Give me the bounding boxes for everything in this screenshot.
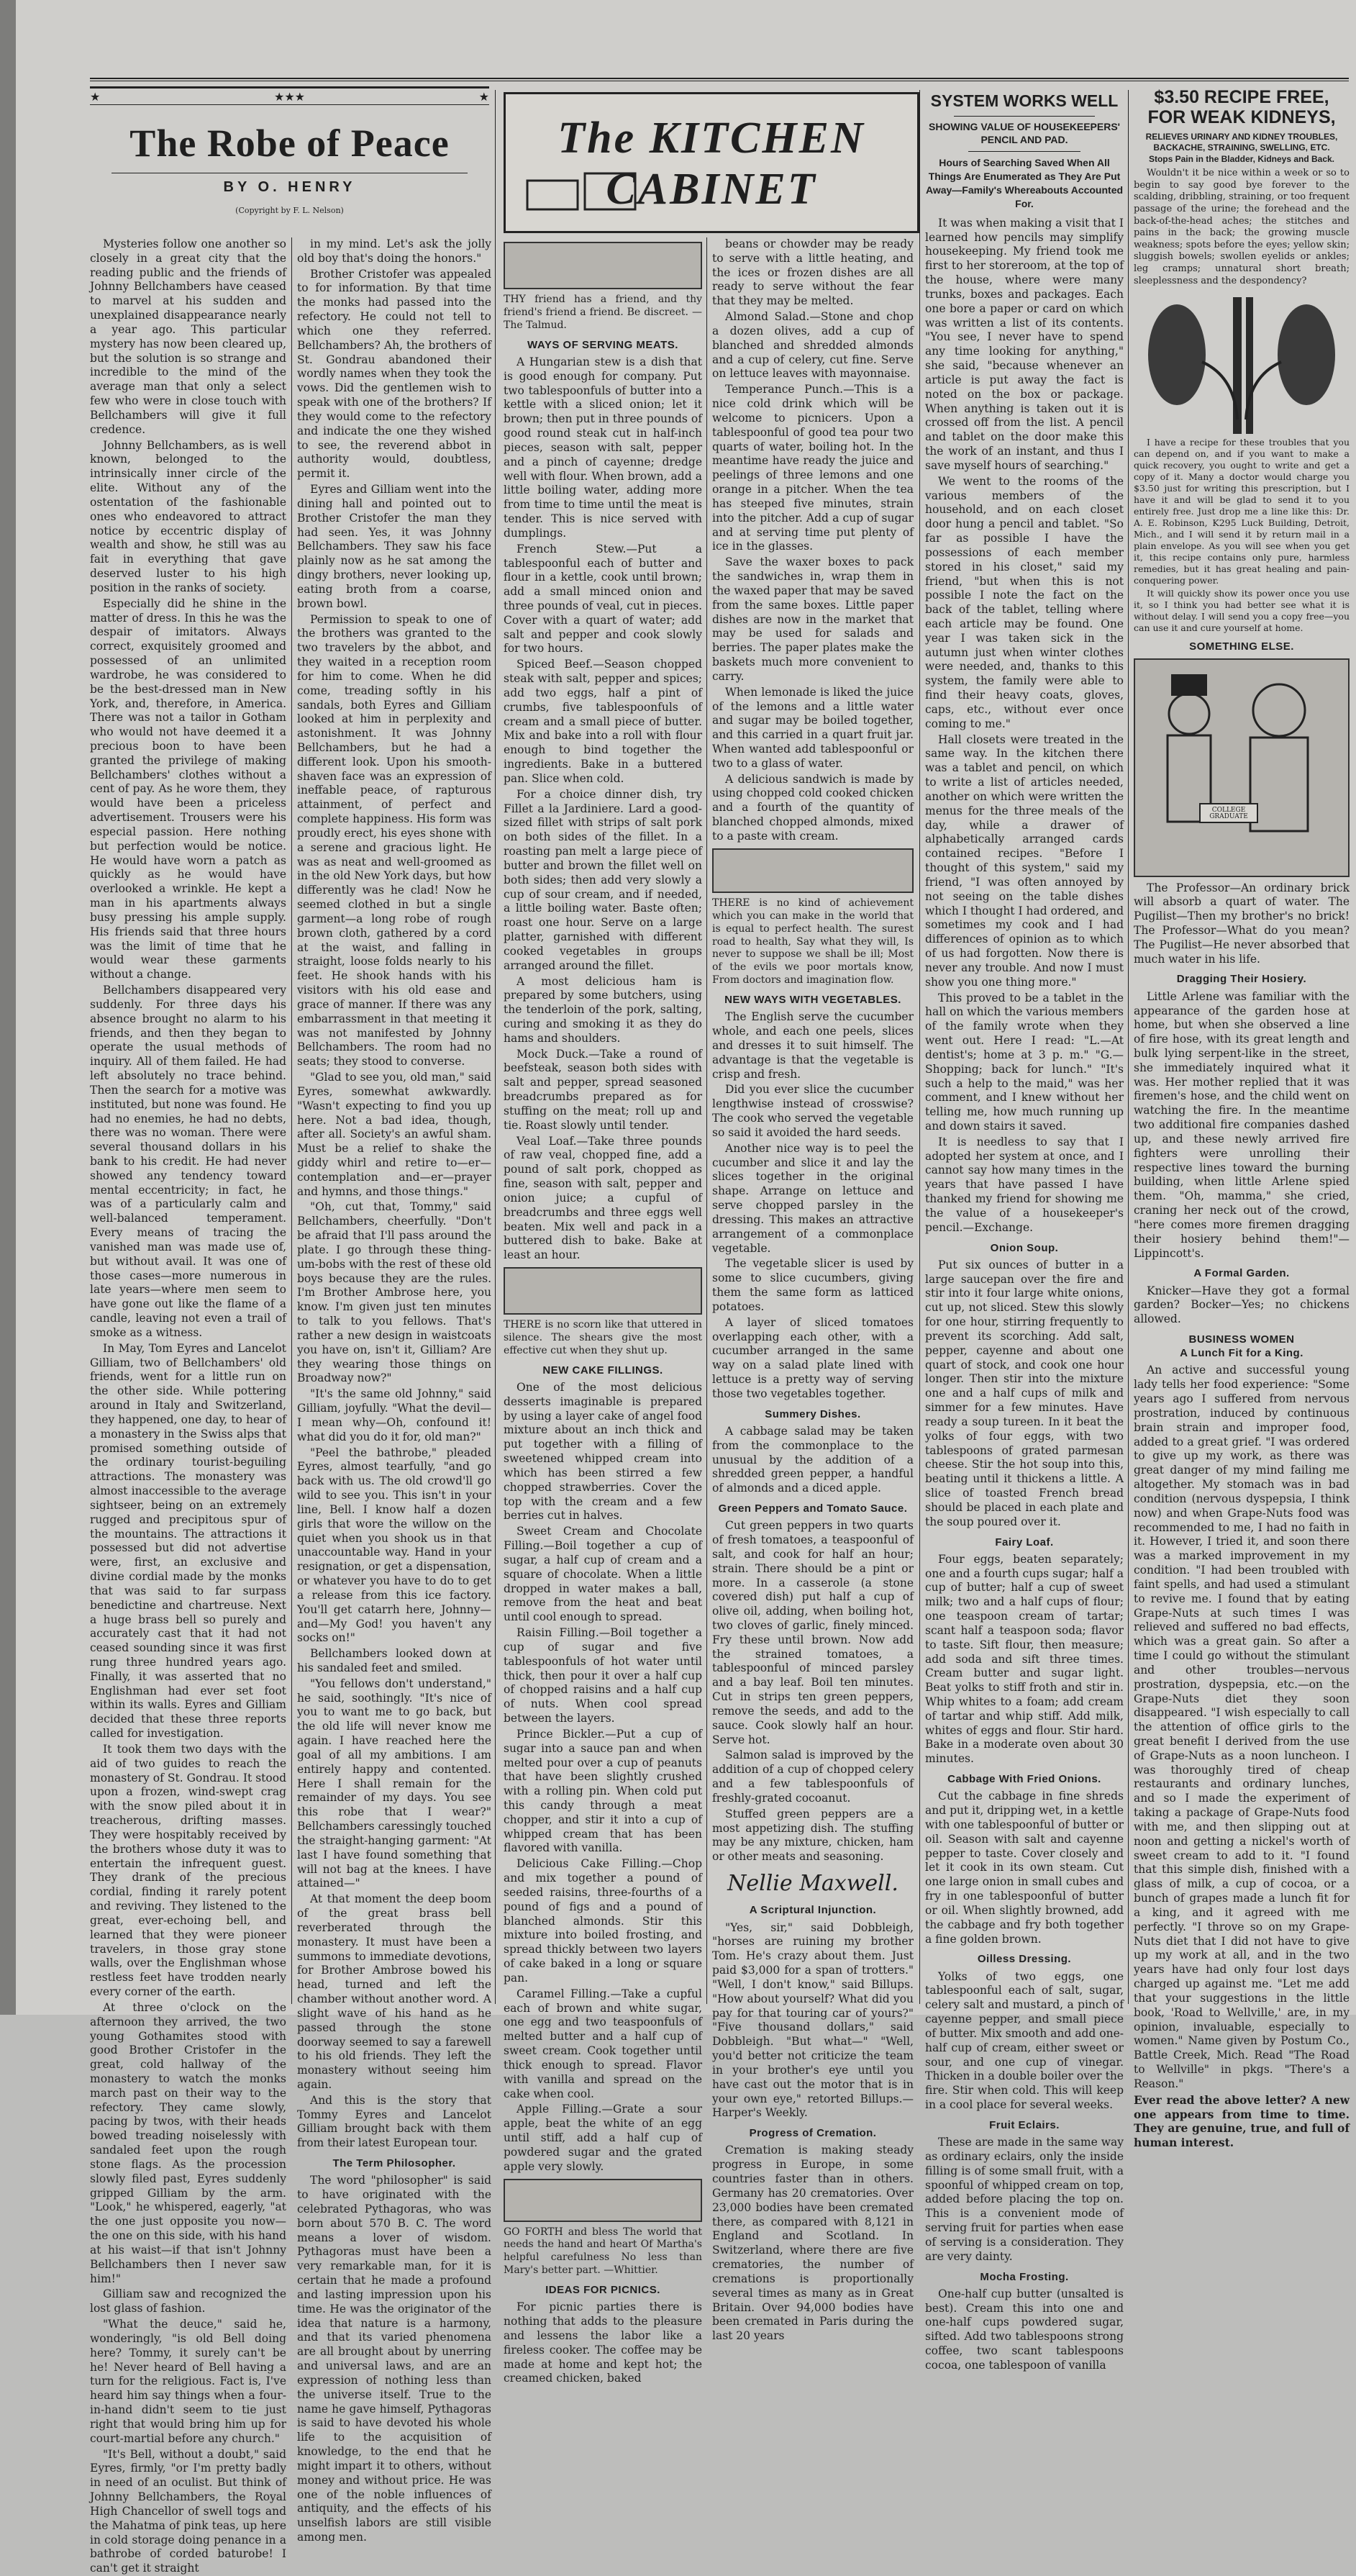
recipe-paragraph: The vegetable slicer is used by some to slice cucumbers, giving them the same form as latticed potatoes. — [712, 1257, 914, 1313]
recipe-paragraph: Four eggs, beaten separately; one and a fourth cups sugar; half a cup of butter; half a cup of sweet milk; two and a half cups of flour; one teaspoon cream of tartar; scant half a teaspoon soda; flavor to taste. Sift flour, then measure; add soda and sift three times. Cream butter and sugar light. Beat yolks to stiff froth and stir in. Whip whites to a foam; add cream of tartar and whip stiff. Add milk, whites of eggs and flour. Stir hard. Bake in a moderate oven about 30 minutes. — [925, 1552, 1124, 1766]
story-paragraph: "Peel the bathrobe," pleaded Eyres, almost tearfully, "and go back with us. The old crowd'll go wild to see you. This isn't in your line, Bell. I know half a dozen girls that wore the willow on the quiet when you shook us in that unaccountable way. Hand in your resignation, or get a dispensation, or whatever you have to do to get a release from this ice factory. You'll get catarrh here, Johnny—and—My God! you haven't any socks on!" — [297, 1446, 491, 1645]
story-paragraph: And this is the story that Tommy Eyres and Lancelot Gilliam brought back with them from their latest European tour. — [297, 2093, 491, 2150]
quote-scorn: THERE is no scorn like that uttered in silence. The shears give the most effective cut when they shut up. — [504, 1319, 702, 1356]
recipe-paragraph: Salmon salad is improved by the addition of a cup of chopped celery and a few tablespoonfuls of freshly-grated cocoanut. — [712, 1749, 914, 1805]
story-paragraph: Permission to speak to one of the brothers was granted to the two travelers by the abbot, and they waited in a reception room for him to come. When he did come, treading softly in his sandals, both Eyres and Gilliam looked at him in perplexity and astonishment. It was Johnny Bellchambers, but he had a different look. Upon his smooth-shaven face was an expression of ineffable peace, of rapturous attainment, of perfect and complete happiness. His form was proudly erect, his eyes shone with a serene and gracious light. He was as neat and well-groomed as in the old New York days, but how differently was he clad! Now he seemed clothed in but a single garment—a long robe of rough brown cloth, gathered by a cord at the waist, and falling in straight, loose folds nearly to his feet. He shook hands with his visitors with his old ease and grace of manner. If there was any embarrassment in that meeting it was not manifested by Johnny Bellchambers. The room had no seats; they stood to converse. — [297, 612, 491, 1069]
column-1 — [90, 237, 286, 2575]
vegetables-heading: NEW WAYS WITH VEGETABLES. — [724, 994, 901, 1007]
recipe-paragraph: A Hungarian stew is a dish that is good enough for company. Put two tablespoonfuls of butter into a kettle with a sliced onion; let it brown; then put in three pounds of good round steak cut in half-inch pieces, season with salt, pepper and a pinch of cayenne; dredge well with flour. When brown, add a little boiling water, adding more from time to time until the meat is tender. This is nice served with dumplings. — [504, 355, 702, 540]
article-text: Cremation is making steady progress in Europe, in some countries faster than in others. Germany has 20 crematories. Over 23,000 bodies have been cremated there, as compared with 8,121 in England and Scotland. In Switzerland, where there are five crematories, the number of cremations is proportionally several times as many as in Great Britain. Over 94,000 bodies have been cremated in Paris during the last 20 years — [712, 2144, 914, 2343]
recipe-paragraph: Apple Filling.—Grate a sour apple, beat the white of an egg until stiff, add a half cup of powdered sugar and the grated apple very slowly. — [504, 2103, 702, 2173]
serving-meats-heading: WAYS OF SERVING MEATS. — [527, 338, 678, 351]
story-paragraph: Mysteries follow one another so closely in a great city that the reading public and the friends of Johnny Bellchambers have ceased to marvel at his sudden and unexplained disappearance nearly a year ago. This particular mystery has now been cleared up, but the solution is so strange and incredible to the mind of the average man that only a select few who were in close touch with Bellchambers will give it full credence. — [90, 237, 286, 436]
recipe-paragraph: Put six ounces of butter in a large saucepan over the fire and stir into it four large white onions, cut up, not sliced. Stew this slowly for one hour, stirring frequently to prevent its scorching. Add salt, pepper, cayenne and about one quart of stock, and cook one hour longer. Then stir into the mixture one and a half cups of milk and simmer for a few minutes. Have ready a soup tureen. In it beat the yolks of four eggs, with two tablespoons of grated parmesan cheese. Stir the hot soup into this, beating until it thickens a little. A slice of toasted French bread should be placed in each plate and the soup poured over it. — [925, 1258, 1124, 1528]
recipe-paragraph: Another nice way is to peel the cucumber and slice it and lay the slices together in the original shape. Arrange on lettuce and serve chopped parsley in the dressing. This makes an attractive arrangement of a commonplace vegetable. — [712, 1141, 914, 1255]
ad-text: It will quickly show its power once you use it, so I think you had better see what it is without delay. I will send you a copy free—you can use it and cure yourself at home. — [1134, 588, 1350, 634]
joke-text: The Professor—An ordinary brick will absorb a quart of water. The Pugilist—Then my brother's no brick! The Professor—What do you mean? The Pugilist—He never absorbed that much water in his life. — [1134, 881, 1350, 966]
recipe-paragraph: When lemonade is liked the juice of the lemons and a little water and sugar may be boiled together, and this carried in a quart fruit jar. When wanted add tablespoonful or two to a glass of water. — [712, 685, 914, 770]
cake-fillings-heading: NEW CAKE FILLINGS. — [542, 1364, 663, 1377]
quote-talmud: THY friend has a friend, and thy friend's friend a friend. Be discreet. —The Talmud. — [504, 294, 702, 331]
ad-text: An active and successful young lady tells her food experience: "Some years ago I suffered from nervous prostration, induced by continuous brain strain and improper food, added to a great grief. "I was ordered to give up my work, as there was great danger of my mind failing me altogether. My stomach was in bad condition (nervous dyspepsia, I think now) and when Grape-Nuts food was recommended to me, I had no faith in it. However, I tried it, and soon there was a marked improvement in my condition. "I had been troubled with faint spells, and had used a stimulant to revive me. I found that by eating Grape-Nuts at such times I was relieved and suffered no bad effects, which was a great gain. So after a time I could go without the stimulant and other troubles—nervous prostration, dyspepsia, etc.—on the Grape-Nuts diet they soon disappeared. "I wish especially to call the attention of office girls to the great benefit I derived from the use of Grape-Nuts as a noon luncheon. I was thoroughly tired of cheap restaurants and ordinary lunches, and so I made the experiment of taking a package of Grape-Nuts food with me, and then slipping out at noon and getting a nickel's worth of sweet cream to add to it. "I found that this simple dish, finished with a glass of milk, a cup of cocoa, or a bunch of grapes made a lunch fit for a king, and it agreed with me perfectly. "I throve so on my Grape-Nuts diet that I did not have to give up my work at all, and in the two years have had only four lost days charged up against me. "Let me add that your suggestions in the little book, 'Road to Wellville,' are, in my opinion, invaluable, especially to women." Name given by Postum Co., Battle Creek, Mich. Read "The Road to Wellville" in pkgs. "There's a Reason." — [1134, 1364, 1350, 2090]
recipe-paragraph: French Stew.—Put a tablespoonful each of butter and flour in a kettle, cook until brown; add a small minced onion and three pounds of veal, cut in pieces. Cover with a quart of water; add salt and pepper and cook slowly for two hours. — [504, 542, 702, 656]
recipe-paragraph: For a choice dinner dish, try Fillet a la Jardiniere. Lard a good-sized fillet with strips of salt pork on both sides of the fillet. In a roasting pan melt a large piece of butter and brown the fillet well on both sides; then add very slowly a cup of sour cream, and if needed, a little boiling water. Baste often; roast one hour. Serve on a large platter, garnished with different cooked vegetables in groups arranged around the fillet. — [504, 787, 702, 972]
recipe-paragraph: One-half cup butter (unsalted is best). Cream this into one and one-half cups powdered sugar, sifted. Add two tablespoons strong coffee, two scant tablespoons cocoa, one tablespoon of vanilla — [925, 2287, 1124, 2372]
something-else-heading: SOMETHING ELSE. — [1189, 640, 1294, 653]
recipe-paragraph: A delicious sandwich is made by using chopped cold cooked chicken and a fourth of the quantity of blanched chopped almonds, mixed to a paste with cream. — [712, 772, 914, 843]
recipe-paragraph: Save the waxer boxes to pack the sandwiches in, wrap them in the waxed paper that may be saved from the same boxes. Little paper dishes are now in the market that may be used for salads and berries. The paper plates make the baskets much more convenient to carry. — [712, 555, 914, 683]
recipe-paragraph: Yolks of two eggs, one tablespoonful each of salt, sugar, celery salt and mustard, a pinch of cayenne pepper, and small piece of butter. Mix smooth and add one-half cup of cream, either sweet or sour, and one cup of vinegar. Thicken in a double boiler over the fire. Stir when cold. This will keep in a cool place for several weeks. — [925, 1969, 1124, 2112]
recipe-paragraph: Delicious Cake Filling.—Chop and mix together a pound of seeded raisins, three-fourths of a pound of figs and a pound of blanched almonds. Stir this mixture into boiled frosting, and spread thickly between two layers of cake baked in a long or square pan. — [504, 1857, 702, 1985]
column-6 — [1134, 87, 1350, 2150]
system-deck: Hours of Searching Saved When All Things Are Enumerated as They Are Put Away—Family's Whereabouts Accounted For. — [925, 157, 1124, 209]
recipe-paragraph: Caramel Filling.—Take a cupful each of brown and white sugar, one egg and two teaspoonfuls of melted butter and a half cup of sweet cream. Cook together until thick enough to spread. Flavor with vanilla and spread on the cake when cool. — [504, 1987, 702, 2100]
story-paragraph: Brother Cristofer was appealed to for information. By that time the monks had passed into the refectory. He could not tell to which one they referred. Bellchambers? Ah, the brothers of St. Gondrau abandoned their wordly names when they took the vows. Did the gentlemen wish to speak with one of the brothers? If they would come to the refectory and indicate the one they wished to see, the reverend abbot in authority would, doubtless, permit it. — [297, 267, 491, 481]
recipe-paragraph: For picnic parties there is nothing that adds to the pleasure and lessens the labor like a fireless cooker. The coffee may be made at home and kept hot; the creamed chicken, baked — [504, 2300, 702, 2385]
star-bar — [90, 86, 489, 105]
cabbage-heading: Cabbage With Fried Onions. — [947, 1773, 1101, 1786]
column-divider — [919, 90, 920, 2004]
hosiery-heading: Dragging Their Hosiery. — [1176, 973, 1307, 986]
star-icon: ★★★ — [273, 89, 306, 104]
story-paragraph: in my mind. Let's ask the jolly old boy that's doing the honors." — [297, 237, 491, 265]
story-paragraph: Bellchambers disappeared very suddenly. For three days his absence brought no alarm to his friends, and then they began to operate the usual methods of inquiry. All of them failed. He had left absolutely no trace behind. Then the search for a motive was instituted, but none was found. He had no enemies, he had no debts, there was no woman. There were several thousand dollars in his bank to his credit. He had never showed any tendency toward mental eccentricity; in fact, he was of a particularly calm and well-balanced temperament. Every means of tracing the vanished man was made use of, but without avail. It was one of those cases—more numerous in late years—where men seem to have gone out like the flame of a candle, leaving not even a trail of smoke as a witness. — [90, 984, 286, 1339]
article-paragraph: It was when making a visit that I learned how pencils may simplify housekeeping. My friend took me first to her storeroom, at the top of the house, where were many trunks, boxes and packages. Each one bore a paper or card on which was written a list of its contents. "You see, I never have to spend any time looking for anything," she said, "because whenever an article is put away the fact is noted on the box or package. When anything is taken out it is crossed off from the list. A pencil and tablet on the door make this the work of an instant, and thus I save myself hours of searching." — [925, 216, 1124, 472]
woodcut-illustration — [504, 2179, 702, 2222]
story-paragraph: Bellchambers looked down at his sandaled feet and smiled. — [297, 1647, 491, 1674]
story-paragraph: At that moment the deep boom of the great brass bell reverberated through the monastery. It must have been a summons to immediate devotions, for Brother Ambrose bowed his head, turned and left the chamber without another word. A slight wave of his hand as he passed through the stone doorway seemed to say a farewell to his old friends. They left the monastery without seeing him again. — [297, 1892, 491, 2091]
cremation-heading: Progress of Cremation. — [749, 2127, 877, 2140]
recipe-paragraph: One of the most delicious desserts imaginable is prepared by using a layer cake of angel food mixture about an inch thick and put together with a filling of sweetened whipped cream into which has been stirred a few chopped strawberries. Cover the top with the cream and a few berries cut in halves. — [504, 1380, 702, 1523]
picnics-heading: IDEAS FOR PICNICS. — [545, 2284, 660, 2297]
ad-footnote: Ever read the above letter? A new one appears from time to time. They are genuine, true, and full of human interest. — [1134, 2092, 1350, 2150]
recipe-paragraph: Raisin Filling.—Boil together a cup of sugar and five tablespoonfuls of hot water until thick, then pour it over a half cup of chopped raisins and a half cup of nuts. When cool spread between the layers. — [504, 1626, 702, 1725]
recipe-paragraph: Cut green peppers in two quarts of fresh tomatoes, a teaspoonful of salt, and cook for half an hour; strain. There should be a pint or more. In a casserole (a stone covered dish) put half a cup of olive oil, adding, when boiling hot, two cloves of garlic, finely minced. Fry these until brown. Now add the strained tomatoes, a tablespoonful of minced parsley and a bay leaf. Boil ten minutes. Cut in strips ten green peppers, remove the seeds, and add to the sauce. Cook slowly half an hour. Serve hot. — [712, 1519, 914, 1746]
ad-subhead-2: Stops Pain in the Bladder, Kidneys and Back. — [1148, 153, 1335, 164]
article-paragraph: This proved to be a tablet in the hall on which the various members of the family wrote when they went out. Here I read: "L.—At dentist's; home at 3 p. m." "G.—Shopping; back for lunch." "It's such a help to the maid," was her comment, and I knew without her telling me, how much running up and down stairs it saved. — [925, 991, 1124, 1133]
quote-whittier: GO FORTH and bless The world that needs the hand and heart Of Martha's helpful carefulness No less than Mary's better part. —Whittier. — [504, 2226, 702, 2277]
recipe-paragraph: The English serve the cucumber whole, and each one peels, slices and dresses it to suit himself. The advantage is that the vegetable is crisp and fresh. — [712, 1010, 914, 1081]
recipe-paragraph: A cabbage salad may be taken from the commonplace to the unusual by the addition of a shredded green pepper, a handful of almonds and a diced apple. — [712, 1424, 914, 1495]
column-divider — [706, 237, 707, 2004]
woodcut-illustration — [504, 242, 702, 289]
recipe-paragraph: Mock Duck.—Take a round of beefsteak, season both sides with salt and pepper, spread seasoned breadcrumbs prepared as for stuffing on the meat; roll up and tie. Roast slowly until tender. — [504, 1047, 702, 1132]
anecdote-text: Little Arlene was familiar with the appearance of the garden hose at home, but when she observed a line of fire hose, with its great length and bulk lying serpent-like in the street, she immediately inquired what it was. Her mother replied that it was firemen's hose, and the child went on watching the fire. In the meantime two additional fire companies dashed up, and these newly arrived fire fighters were unrolling their respective lines toward the burning building, when little Arlene spied them. "Oh, mamma," she cried, craning her neck out of the crowd, "here comes more firemen dragging their hosiery behind them!"—Lippincott's. — [1134, 989, 1350, 1260]
story-paragraph: Especially did he shine in the matter of dress. In this he was the despair of imitators. Always correct, exquisitely groomed and possessed of an unlimited wardrobe, he was considered to be the best-dressed man in New York, and, therefore, in America. There was not a tailor in Gotham who would not have deemed it a precious boon to have been granted the privilege of making Bellchambers' clothes without a cent of pay. As he wore them, they would have been a priceless advertisement. Trousers were his especial passion. Here nothing but perfection would be notice. He would have worn a patch as quickly as he would have overlooked a wrinkle. He kept a man in his apartments always busy pressing his ample supply. His friends said that three hours was the limit of time that he would wear these garments without a change. — [90, 597, 286, 981]
business-subheading: A Lunch Fit for a King. — [1180, 1347, 1303, 1360]
top-rule — [90, 78, 1349, 79]
recipe-paragraph: A most delicious ham is prepared by some butchers, using the tenderloin of the pork, salting, curing and smoking it as they do hams and shoulders. — [504, 974, 702, 1045]
story-paragraph: "What the deuce," said he, wonderingly, "is old Bell doing here? Tommy, it surely can't be he! Never heard of Bell having a turn for the religious. Fact is, I've heard him say things when a four-in-hand didn't seem to tie just right that would bring him up for court-martial before any church." — [90, 2318, 286, 2445]
philosopher-text: The word "philosopher" is said to have originated with the celebrated Pythagoras, who was born about 570 B. C. The word means a lover of wisdom. Pythagoras must have been a very remarkable man, for it is certain that he made a profound and lasting impression upon his time. He was the originator of the idea that nature is a harmony, and that its varied phenomena are all brought about by unerring and universal laws, and are an expression of nothing less than the universe itself. True to the name he gave himself, Pythagoras is said to have devoted his whole life to the acquisition of knowledge, to the end that he might impart it to others, without money and without price. He was one of the noble influences of antiquity, and the effects of his unselfish labors are still visible among men. — [297, 2174, 491, 2544]
recipe-paragraph: Spiced Beef.—Season chopped steak with salt, pepper and spices; add two eggs, half a pint of crumbs, five tablespoonfuls of cream and a small piece of butter. Mix and bake into a roll with flour enough to bind together the ingredients. Bake in a buttered pan. Slice when cold. — [504, 658, 702, 785]
ad-headline: $3.50 RECIPE FREE, — [1154, 87, 1329, 107]
story-paragraph: "Glad to see you, old man," said Eyres, somewhat awkwardly. "Wasn't expecting to find you up here. Not a bad idea, though, after all. Society's an awful sham. Must be a relief to shake the giddy whirl and retire to—er—contemplation and—er—prayer and hymns, and those things." — [297, 1071, 491, 1198]
cartoon-sign: COLLEGE GRADUATE — [1209, 806, 1248, 820]
kidney-illustration — [1134, 290, 1350, 434]
copyright: (Copyright by F. L. Nelson) — [235, 206, 344, 215]
fairy-loaf-heading: Fairy Loaf. — [995, 1536, 1054, 1548]
column-divider — [495, 90, 496, 2004]
column-divider — [291, 237, 292, 2004]
recipe-paragraph: beans or chowder may be ready to serve with a little heating, and the ices or frozen dishes are all ready to serve without the fear that they may be melted. — [712, 237, 914, 308]
recipe-paragraph: Almond Salad.—Stone and chop a dozen olives, add a cup of blanched and shredded almonds and a cup of celery, cut fine. Serve on lettuce leaves with mayonnaise. — [712, 310, 914, 381]
recipe-paragraph: Sweet Cream and Chocolate Filling.—Boil together a cup of sugar, a half cup of cream and a square of chocolate. When a little dropped in water makes a ball, remove from the heat and beat until cool enough to spread. — [504, 1525, 702, 1624]
story-paragraph: "You fellows don't understand," he said, soothingly. "It's nice of you to want me to go back, but the old life will never know me again. I have reached here the goal of all my ambitions. I am entirely happy and contented. Here I shall remain for the remainder of my days. You see this robe that I wear?" Bellchambers caressingly touched the straight-hanging garment: "At last I have found something that will not bag at the knees. I have attained—" — [297, 1677, 491, 1890]
story-paragraph: In May, Tom Eyres and Lancelot Gilliam, two of Bellchambers' old friends, went for a little run on the other side. While pottering around in Italy and Switzerland, they happened, one day, to hear of a monastery in the Swiss alps that promised something outside of the ordinary tourist-beguiling attractions. The monastery was almost inaccessible to the average sightseer, being on an extremely rugged and precipitous spur of the mountains. The attractions it possessed but did not advertise were, first, an exclusive and divine cordial made by the monks that was said to far surpass benedictine and chartreuse. Next a huge brass bell so purely and accurately cast that it had not ceased sounding since it was first rung three hundred years ago. Finally, it was asserted that no Englishman had ever set foot within its walls. Eyres and Gilliam decided that these three reports called for investigation. — [90, 1341, 286, 1741]
oilless-heading: Oilless Dressing. — [977, 1953, 1072, 1966]
star-icon: ★ — [90, 89, 101, 104]
story-paragraph: It took them two days with the aid of two guides to reach the monastery of St. Gondrau. It stood upon a frozen, wind-swept crag with the snow piled about it in treacherous, drifting masses. They were hospitably received by the brothers whose duty it was to entertain the infrequent guest. They drank of the precious cordial, finding it rarely potent and reviving. They listened to the great, ever-echoing bell, and learned that they were pioneer travelers, in those gray stone walls, over the Englishman whose restless feet have trodden nearly every corner of the earth. — [90, 1742, 286, 1999]
system-headline: SYSTEM WORKS WELL — [930, 91, 1119, 110]
recipe-paragraph: Cut the cabbage in fine shreds and put it, dripping wet, in a kettle with one tablespoonful of butter or oil. Season with salt and cayenne pepper to taste. Cover closely and let it cook in its own steam. Cut one large onion in small cubes and fry in one tablespoonful of butter or oil. When slightly browned, add the cabbage and fry both together a fine golden brown. — [925, 1790, 1124, 1946]
column-2 — [297, 237, 491, 2544]
peppers-heading: Green Peppers and Tomato Sauce. — [718, 1502, 908, 1515]
cartoon-illustration — [1134, 658, 1350, 877]
story-paragraph: Gilliam saw and recognized the lost glass of fashion. — [90, 2287, 286, 2316]
recipe-paragraph: These are made in the same way as ordinary eclairs, only the inside filling is of some small fruit, with a spoonful of whipped cream on top, added before placing the top on. This is a convenient mode of serving fruit for parties when ease of serving is a consideration. They are very dainty. — [925, 2136, 1124, 2263]
recipe-paragraph: Prince Bickler.—Put a cup of sugar into a sauce pan and when melted pour over a cup of peanuts that have been slightly crushed with a rolling pin. When cold put this candy through a meat chopper, and stir it into a cup of whipped cream that has been flavored with vanilla. — [504, 1727, 702, 1855]
star-icon: ★ — [478, 89, 489, 104]
summery-heading: Summery Dishes. — [765, 1407, 861, 1420]
column-divider — [1128, 90, 1129, 2004]
cartoon-figures — [1135, 660, 1348, 873]
scan-edge — [0, 0, 16, 2015]
article-paragraph: Hall closets were treated in the same way. In the kitchen there was a tablet and pencil, on which to write a list of articles needed, another on which were written the menus for the three meals of the day, while a drawer of alphabetically arranged cards contained recipes. "Before I thought of this system," said my friend, "I was often annoyed by not seeing on the table dishes which I thought I had ordered, and sometimes my cook and I had differences of opinion as to which of us had forgotten. Now there is never any trouble. And now I must show you one thing more." — [925, 733, 1124, 989]
signature: Nellie Maxwell. — [727, 1871, 898, 1897]
cabinet-icon — [520, 166, 650, 217]
onion-heading: Onion Soup. — [990, 1241, 1059, 1254]
story-paragraph: "It's Bell, without a doubt," said Eyres, firmly, "or I'm pretty badly in need of an oculist. But think of Johnny Bellchambers, the Royal High Chancellor of swell togs and the Mahatma of pink teas, up here in cold storage doing penance in a bathrobe of corded baturobe! I can't get it straight — [90, 2447, 286, 2575]
story-paragraph: Eyres and Gilliam went into the dining hall and pointed out to Brother Cristofer the man they had seen. Yes, it was Johnny Bellchambers. They saw his face plainly now as he sat among the dingy brothers, never looking up, eating broth from a coarse, brown bowl. — [297, 483, 491, 610]
story-paragraph: Johnny Bellchambers, as is well known, belonged to the intrinsically inner circle of the elite. Without any of the ostentation of the fashionable ones who endeavored to attract notice by eccentric display of wealth and show, he still was au fait in everything that gave deserved luster to his high position in the ranks of society. — [90, 438, 286, 594]
recipe-paragraph: A layer of sliced tomatoes overlapping each other, with a cucumber arranged in the same way on a salad plate lined with lettuce is a pretty way of serving those two vegetables together. — [712, 1315, 914, 1400]
column-5 — [925, 88, 1124, 2372]
article-paragraph: We went to the rooms of the various members of the household, and on each closet door hung a pencil and tablet. "So far as possible I have the possessions of each member stored in his closet," said my friend, "but when this is not possible I note the fact on the back of the tablet, telling where each article may be found. One year I was taken sick in the autumn just when winter clothes were needed, and, thanks to this system, the family were able to find their heavy coats, gloves, caps, etc., without ever once coming to me." — [925, 474, 1124, 730]
philosopher-heading: The Term Philosopher. — [332, 2157, 456, 2170]
recipe-paragraph: Temperance Punch.—This is a nice cold drink which will be welcome to picnicers. Upon a tablespoonful of good tea pour two quarts of water, boiling hot. In the meantime have ready the juice and peelings of three lemons and one orange in a pitcher. When the tea has steeped five minutes, strain into the pitcher. Add a cup of sugar and at serving time put plenty of ice in the glasses. — [712, 383, 914, 553]
recipe-paragraph: Veal Loaf.—Take three pounds of raw veal, chopped fine, add a pound of salt pork, chopped as fine, season with salt, pepper and onion juice; a cupful of breadcrumbs and three eggs well beaten. Mix well and pack in a buttered dish to bake. Bake at least an hour. — [504, 1134, 702, 1262]
woodcut-illustration — [504, 1267, 702, 1315]
system-subhead: SHOWING VALUE OF HOUSEKEEPERS' PENCIL AND PAD. — [929, 121, 1120, 146]
garden-heading: A Formal Garden. — [1193, 1267, 1290, 1280]
quote-health: THERE is no kind of achievement which you can make in the world that is equal to perfect health. The surest road to health, Say what they will, Is never to suppose we shall be ill; Most of the evils we poor mortals know, From doctors and imagination flow. — [712, 897, 914, 987]
column-3 — [504, 237, 702, 2385]
column-4 — [712, 237, 914, 2343]
ad-text: Wouldn't it be nice within a week or so to begin to say good bye forever to the scalding, dribbling, straining, or too frequent passage of the urine; the forehead and the back-of-the-head aches; the stitches and pains in the back; the growing muscle weakness; spots before the eyes; yellow skin; sluggish bowels; swollen eyelids or ankles; leg cramps; unnatural short breath; sleeplessness and the despondency? — [1134, 168, 1350, 286]
story-title: The Robe of Peace — [129, 122, 450, 165]
story-paragraph: At three o'clock on the afternoon they arrived, the two young Gothamites stood with good Brother Cristofer in the great, cold hallway of the monastery to watch the monks march past on their way to the refectory. They came slowly, pacing by twos, with their heads bowed treading noiselessly with sandaled feet upon the rough stone flags. As the procession slowly filed past, Eyres suddenly gripped Gilliam by the arm. "Look," he whispered, eagerly, "at the one just opposite you now—the one on this side, with his hand at his waist—if that isn't Johnny Bellchambers then I never saw him!" — [90, 2000, 286, 2285]
story-paragraph: "Oh, cut that, Tommy," said Bellchambers, cheerfully. "Don't be afraid that I'll pass around the plate. I go through these thing-um-bobs with the rest of these old boys because they are the rules. I'm Brother Ambrose here, you know. I'm given just ten minutes to talk to you fellows. That's rather a new design in waistcoats you have on, isn't it, Gilliam? Are they wearing those things on Broadway now?" — [297, 1200, 491, 1385]
ad-text: I have a recipe for these troubles that you can depend on, and if you want to make a quick recovery, you ought to write and get a copy of it. Many a doctor would charge you $3.50 just for writing this prescription, but I have it and will be glad to send it to you entirely free. Just drop me a line like this: Dr. A. E. Robinson, K295 Luck Building, Detroit, Mich., and I will send it by return mail in a plain envelope. As you will see when you get it, this recipe contains only pure, harmless remedies, but it has great healing and pain-conquering power. — [1134, 437, 1350, 586]
eclairs-heading: Fruit Eclairs. — [989, 2118, 1060, 2131]
article-paragraph: It is needless to say that I adopted her system at once, and I cannot say how many times in the years that have passed I have thanked my friend for showing me the value of a housekeeper's pencil.—Exchange. — [925, 1135, 1124, 1234]
anecdote-text: "Yes, sir," said Dobbleigh, "horses are ruining my brother Tom. He's crazy about them. Just paid $3,000 for a span of trotters." "Well, I don't know," said Billups. "How about yourself? What did you pay for that touring car of yours?" "Five thousand dollars," said Dobbleigh. "But what—" "Well, you'd better not criticize the team in your brother's eye until you have cast out the motor that is in your own eye," retorted Billups.—Harper's Weekly. — [712, 1920, 914, 2120]
ad-subhead: RELIEVES URINARY AND KIDNEY TROUBLES, BACKACHE, STRAINING, SWELLING, ETC. — [1145, 132, 1338, 153]
story-header — [90, 86, 489, 230]
woodcut-illustration — [712, 848, 914, 893]
kitchen-cabinet-masthead — [504, 92, 919, 233]
story-paragraph: "It's the same old Johnny," said Gilliam, joyfully. "What the devil—I mean why—Oh, confound it! what did you do it for, old man?" — [297, 1387, 491, 1443]
business-heading: BUSINESS WOMEN — [1188, 1333, 1295, 1346]
joke-text: Knicker—Have they got a formal garden? Bocker—Yes; no chickens allowed. — [1134, 1284, 1350, 1326]
ad-headline-2: FOR WEAK KIDNEYS, — [1147, 106, 1336, 127]
masthead-title: The KITCHEN CABINET — [558, 114, 865, 214]
injunction-heading: A Scriptural Injunction. — [749, 1904, 877, 1917]
recipe-paragraph: Did you ever slice the cucumber lengthwise instead of crosswise? The cook who served the vegetable so said it avoided the hard seeds. — [712, 1083, 914, 1139]
recipe-paragraph: Stuffed green peppers are a most appetizing dish. The stuffing may be any mixture, chicken, ham or other meats and seasoning. — [712, 1807, 914, 1864]
byline: BY O. HENRY — [223, 179, 356, 195]
mocha-heading: Mocha Frosting. — [980, 2270, 1069, 2283]
